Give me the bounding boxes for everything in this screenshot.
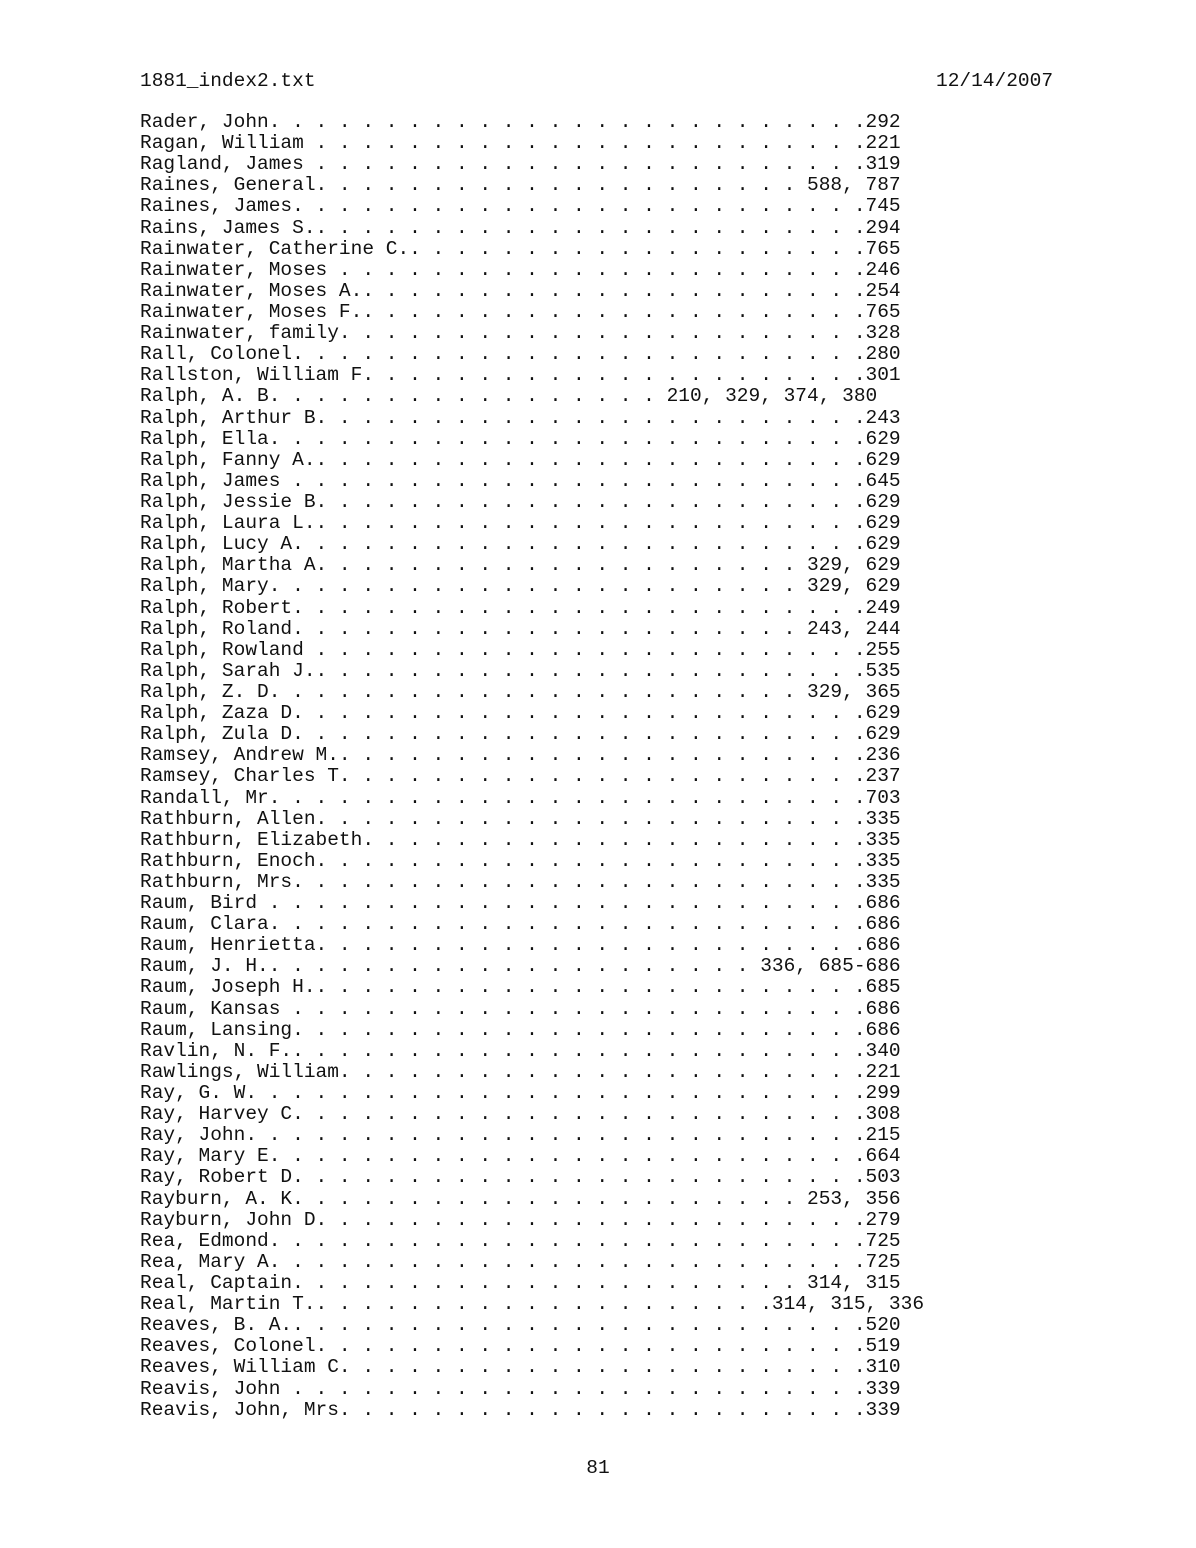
- index-entry: Rathburn, Enoch. . . . . . . . . . . . . . . . . . . . . . . .335: [140, 849, 901, 872]
- index-entry: Rainwater, family. . . . . . . . . . . . . . . . . . . . . . .328: [140, 322, 901, 345]
- index-entry: Ray, Mary E. . . . . . . . . . . . . . . . . . . . . . . . . .664: [140, 1145, 901, 1168]
- index-entry: Rallston, William F. . . . . . . . . . . . . . . . . . . . . .301: [140, 364, 901, 387]
- index-entry: Rall, Colonel. . . . . . . . . . . . . . . . . . . . . . . . .280: [140, 343, 901, 366]
- index-entry: Raines, General. . . . . . . . . . . . . . . . . . . . . 588, 787: [140, 174, 901, 197]
- index-entry: Ramsey, Charles T. . . . . . . . . . . . . . . . . . . . . . .237: [140, 765, 901, 788]
- index-entry: Rainwater, Moses A.. . . . . . . . . . . . . . . . . . . . . .254: [140, 279, 901, 302]
- index-entry: Rayburn, A. K. . . . . . . . . . . . . . . . . . . . . . 253, 356: [140, 1187, 901, 1210]
- document-date: 12/14/2007: [936, 70, 1054, 92]
- index-entry: Ralph, Zaza D. . . . . . . . . . . . . . . . . . . . . . . . .629: [140, 702, 901, 725]
- index-entry: Rayburn, John D. . . . . . . . . . . . . . . . . . . . . . . .279: [140, 1208, 901, 1231]
- index-entry: Ralph, A. B. . . . . . . . . . . . . . . . . 210, 329, 374, 380: [140, 385, 878, 408]
- index-entry: Ralph, Ella. . . . . . . . . . . . . . . . . . . . . . . . . .629: [140, 427, 901, 450]
- index-entry: Ralph, Rowland . . . . . . . . . . . . . . . . . . . . . . . .255: [140, 638, 901, 661]
- index-entry: Rains, James S.. . . . . . . . . . . . . . . . . . . . . . . .294: [140, 216, 901, 239]
- index-entry: Raum, Henrietta. . . . . . . . . . . . . . . . . . . . . . . .686: [140, 934, 901, 957]
- index-entry: Real, Martin T.. . . . . . . . . . . . . . . . . . . .314, 315, 336: [140, 1293, 925, 1316]
- index-entry: Raum, Lansing. . . . . . . . . . . . . . . . . . . . . . . . .686: [140, 1018, 901, 1041]
- index-entry: Reaves, B. A.. . . . . . . . . . . . . . . . . . . . . . . . .520: [140, 1314, 901, 1337]
- index-entry: Ralph, Zula D. . . . . . . . . . . . . . . . . . . . . . . . .629: [140, 723, 901, 746]
- index-entry: Ralph, James . . . . . . . . . . . . . . . . . . . . . . . . .645: [140, 469, 901, 492]
- index-entry: Ralph, Jessie B. . . . . . . . . . . . . . . . . . . . . . . .629: [140, 490, 901, 513]
- index-entry: Ramsey, Andrew M.. . . . . . . . . . . . . . . . . . . . . . .236: [140, 744, 901, 767]
- index-entry: Raum, Joseph H.. . . . . . . . . . . . . . . . . . . . . . . .685: [140, 976, 901, 999]
- index-entry: Raines, James. . . . . . . . . . . . . . . . . . . . . . . . .745: [140, 195, 901, 218]
- index-entry: Ralph, Lucy A. . . . . . . . . . . . . . . . . . . . . . . . .629: [140, 533, 901, 556]
- index-entry: Raum, Kansas . . . . . . . . . . . . . . . . . . . . . . . . .686: [140, 997, 901, 1020]
- index-entry: Raum, Bird . . . . . . . . . . . . . . . . . . . . . . . . . .686: [140, 892, 901, 915]
- index-entry: Raum, J. H.. . . . . . . . . . . . . . . . . . . . . 336, 685-686: [140, 955, 901, 978]
- index-entry: Ralph, Laura L.. . . . . . . . . . . . . . . . . . . . . . . .629: [140, 512, 901, 535]
- index-entry: Ray, John. . . . . . . . . . . . . . . . . . . . . . . . . . .215: [140, 1124, 901, 1147]
- index-entry: Rainwater, Moses F.. . . . . . . . . . . . . . . . . . . . . .765: [140, 300, 901, 323]
- index-entry: Ralph, Fanny A.. . . . . . . . . . . . . . . . . . . . . . . .629: [140, 448, 901, 471]
- index-entry: Rathburn, Elizabeth. . . . . . . . . . . . . . . . . . . . . .335: [140, 828, 901, 851]
- index-entry: Ralph, Arthur B. . . . . . . . . . . . . . . . . . . . . . . .243: [140, 406, 901, 429]
- index-entry: Rea, Edmond. . . . . . . . . . . . . . . . . . . . . . . . . .725: [140, 1229, 901, 1252]
- index-entry: Ralph, Sarah J.. . . . . . . . . . . . . . . . . . . . . . . .535: [140, 659, 901, 682]
- index-entry: Ray, G. W. . . . . . . . . . . . . . . . . . . . . . . . . . .299: [140, 1082, 901, 1105]
- index-entries: [140, 112, 924, 1421]
- index-entry: Reaves, Colonel. . . . . . . . . . . . . . . . . . . . . . . .519: [140, 1335, 901, 1358]
- index-entry: Ralph, Z. D. . . . . . . . . . . . . . . . . . . . . . . 329, 365: [140, 680, 901, 703]
- index-entry: Rathburn, Mrs. . . . . . . . . . . . . . . . . . . . . . . . .335: [140, 870, 901, 893]
- index-entry: Rader, John. . . . . . . . . . . . . . . . . . . . . . . . . .292: [140, 111, 901, 133]
- index-entry: Reavis, John, Mrs. . . . . . . . . . . . . . . . . . . . . . .339: [140, 1398, 901, 1421]
- index-entry: Ralph, Roland. . . . . . . . . . . . . . . . . . . . . . 243, 244: [140, 617, 901, 640]
- index-entry: Rainwater, Moses . . . . . . . . . . . . . . . . . . . . . . .246: [140, 258, 901, 281]
- index-entry: Randall, Mr. . . . . . . . . . . . . . . . . . . . . . . . . .703: [140, 786, 901, 809]
- index-entry: Rawlings, William. . . . . . . . . . . . . . . . . . . . . . .221: [140, 1060, 901, 1083]
- index-entry: Reavis, John . . . . . . . . . . . . . . . . . . . . . . . . .339: [140, 1377, 901, 1400]
- index-entry: Ragan, William . . . . . . . . . . . . . . . . . . . . . . . .221: [140, 132, 901, 155]
- document-filename: 1881_index2.txt: [140, 70, 316, 92]
- index-entry: Ralph, Robert. . . . . . . . . . . . . . . . . . . . . . . . .249: [140, 596, 901, 619]
- page-number: 81: [586, 1457, 610, 1479]
- index-entry: Ragland, James . . . . . . . . . . . . . . . . . . . . . . . .319: [140, 153, 901, 176]
- index-entry: Ray, Robert D. . . . . . . . . . . . . . . . . . . . . . . . .503: [140, 1166, 901, 1189]
- index-entry: Rathburn, Allen. . . . . . . . . . . . . . . . . . . . . . . .335: [140, 807, 901, 830]
- index-entry: Raum, Clara. . . . . . . . . . . . . . . . . . . . . . . . . .686: [140, 913, 901, 936]
- index-entry: Rea, Mary A. . . . . . . . . . . . . . . . . . . . . . . . . .725: [140, 1250, 901, 1273]
- index-entry: Reaves, William C. . . . . . . . . . . . . . . . . . . . . . .310: [140, 1356, 901, 1379]
- index-entry: Rainwater, Catherine C.. . . . . . . . . . . . . . . . . . . .765: [140, 237, 901, 260]
- index-entry: Real, Captain. . . . . . . . . . . . . . . . . . . . . . 314, 315: [140, 1272, 901, 1295]
- index-entry: Ray, Harvey C. . . . . . . . . . . . . . . . . . . . . . . . .308: [140, 1103, 901, 1126]
- index-entry: Ralph, Mary. . . . . . . . . . . . . . . . . . . . . . . 329, 629: [140, 575, 901, 598]
- index-entry: Ravlin, N. F.. . . . . . . . . . . . . . . . . . . . . . . . .340: [140, 1039, 901, 1062]
- index-entry: Ralph, Martha A. . . . . . . . . . . . . . . . . . . . . 329, 629: [140, 554, 901, 577]
